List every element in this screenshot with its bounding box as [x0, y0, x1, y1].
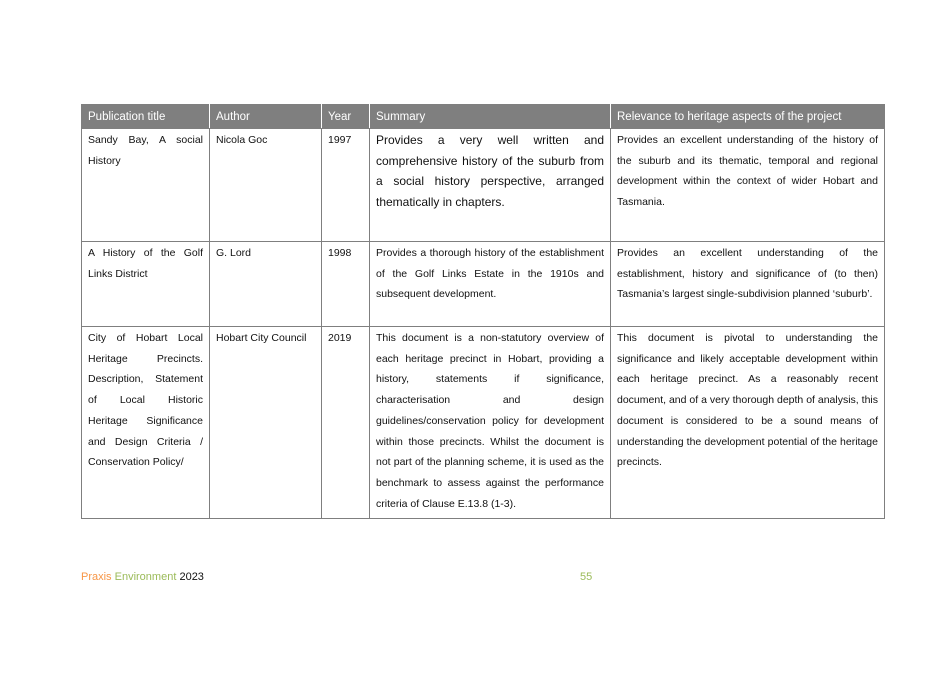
cell-author: Nicola Goc [210, 129, 322, 242]
page-number: 55 [580, 571, 593, 583]
cell-summary: Provides a thorough history of the establishment of the Golf Links Estate in the 1910s and subsequent development. [370, 242, 611, 327]
cell-title: City of Hobart Local Heritage Precincts. Description, Statement of Local Historic Heritage Significance and Design Criteria / Conservation Policy/ [82, 327, 210, 519]
cell-relevance: This document is pivotal to understanding the significance and likely acceptable development within each heritage precinct. As a reasonably recent document, and of a very thorough depth of analysis, this document is considered to be a sound means of understanding the development potential of the heritage precincts. [611, 327, 885, 519]
cell-author: Hobart City Council [210, 327, 322, 519]
cell-relevance: Provides an excellent understanding of the history of the suburb and its thematic, temporal and regional development within the context of wider Hobart and Tasmania. [611, 129, 885, 242]
publications-table [81, 104, 885, 519]
cell-year: 1998 [322, 242, 370, 327]
cell-year: 2019 [322, 327, 370, 519]
cell-summary: Provides a very well written and comprehensive history of the suburb from a social history perspective, arranged thematically in chapters. [370, 129, 611, 242]
cell-author: G. Lord [210, 242, 322, 327]
footer-year: 2023 [179, 571, 204, 583]
cell-title: A History of the Golf Links District [82, 242, 210, 327]
cell-relevance: Provides an excellent understanding of the establishment, history and significance of (to then) Tasmania’s largest single-subdivision planned ‘suburb’. [611, 242, 885, 327]
cell-title: Sandy Bay, A social History [82, 129, 210, 242]
table-row [82, 242, 885, 327]
table-header-row [82, 105, 885, 129]
header-summary: Summary [370, 105, 611, 129]
header-relevance: Relevance to heritage aspects of the project [611, 105, 885, 129]
cell-year: 1997 [322, 129, 370, 242]
header-publication-title: Publication title [82, 105, 210, 129]
header-author: Author [210, 105, 322, 129]
header-year: Year [322, 105, 370, 129]
footer-organisation [81, 571, 204, 583]
cell-summary: This document is a non-statutory overview of each heritage precinct in Hobart, providing a history, statements if significance, characterisation and design guidelines/conservation policy for development within those precincts. Whilst the document is not part of the planning scheme, it is used as the benchmark to assess against the performance criteria of Clause E.13.8 (1-3). [370, 327, 611, 519]
table-row [82, 129, 885, 242]
footer-org-environment: Environment [114, 571, 177, 583]
table-row [82, 327, 885, 519]
footer-org-praxis: Praxis [81, 571, 112, 583]
